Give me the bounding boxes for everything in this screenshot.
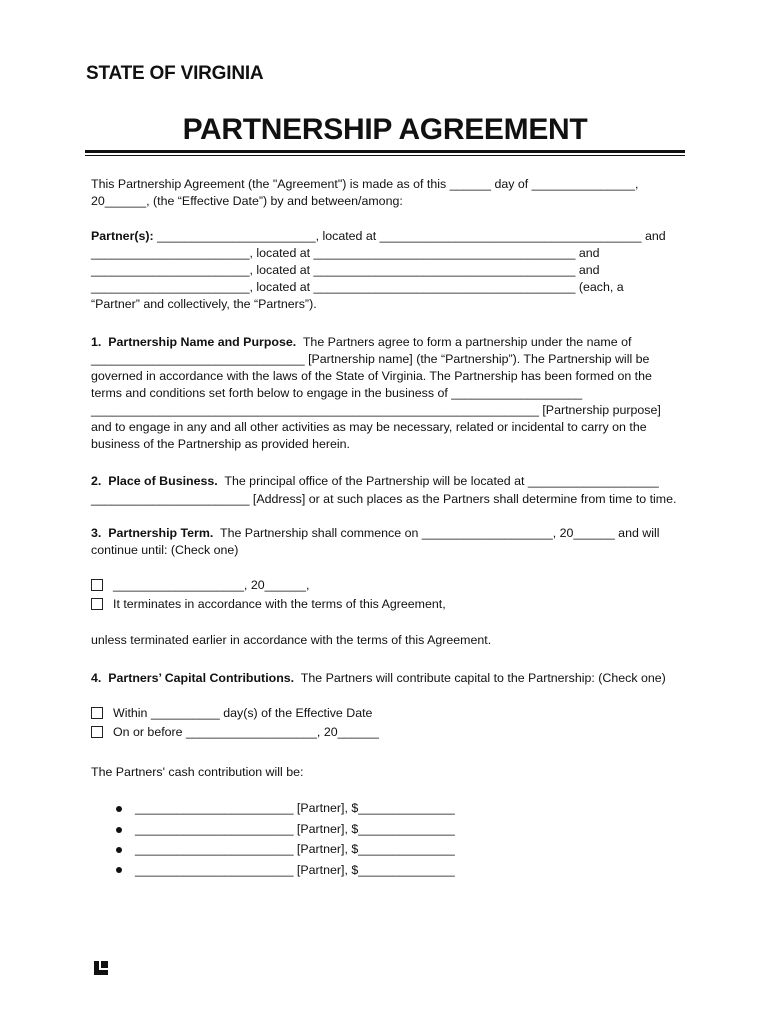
- section3-heading: 3. Partnership Term.: [91, 526, 214, 540]
- section2-line-1-text: The principal office of the Partnership will be located at ___________________: [217, 474, 659, 488]
- partners-line-3: _______________________, located at ______________________________________ and: [91, 263, 600, 277]
- contribution-before-checkbox[interactable]: [91, 726, 103, 738]
- contribution-within-checkbox[interactable]: [91, 707, 103, 719]
- section1-line-1-text: The Partners agree to form a partnership under the name of: [296, 335, 632, 349]
- section4-line-1-text: The Partners will contribute capital to the Partnership: (Check one): [294, 671, 666, 685]
- partners-label: Partner(s):: [91, 229, 154, 243]
- bullet-icon: [116, 867, 122, 873]
- partners-line-1-text: _______________________, located at ______________________________________ and: [153, 229, 666, 243]
- contribution-item-4: _______________________ [Partner], $______________: [135, 863, 455, 877]
- term-agreement-checkbox[interactable]: [91, 598, 103, 610]
- partners-line-2: _______________________, located at ______________________________________ and: [91, 246, 600, 260]
- partners-line-4: _______________________, located at ______________________________________ (each, a: [91, 280, 624, 294]
- intro-line-2: 20______, (the “Effective Date”) by and between/among:: [91, 194, 403, 208]
- section2-line-2: _______________________ [Address] or at such places as the Partners shall determine from time to time.: [91, 492, 677, 506]
- section1-line-6: and to engage in any and all other activities as may be necessary, related or incidental to carry on the: [91, 420, 647, 434]
- contribution-within-option: Within __________ day(s) of the Effective Date: [113, 706, 373, 720]
- section1-line-1: [91, 334, 631, 351]
- contribution-before-option: On or before ___________________, 20______: [113, 725, 379, 739]
- term-date-option: ___________________, 20______,: [113, 578, 310, 592]
- contribution-item-3: _______________________ [Partner], $______________: [135, 842, 455, 856]
- section3-line-1-text: The Partnership shall commence on ___________________, 20______ and will: [213, 526, 660, 540]
- contribution-item-1: _______________________ [Partner], $______________: [135, 801, 455, 815]
- section4-line-1: [91, 670, 666, 687]
- term-date-checkbox[interactable]: [91, 579, 103, 591]
- section2-heading: 2. Place of Business.: [91, 474, 218, 488]
- state-heading: STATE OF VIRGINIA: [86, 63, 264, 84]
- bullet-icon: [116, 806, 122, 812]
- term-agreement-option: It terminates in accordance with the terms of this Agreement,: [113, 597, 446, 611]
- section2-line-1: [91, 473, 659, 490]
- cash-contribution-intro: The Partners' cash contribution will be:: [91, 765, 304, 779]
- contribution-item-2: _______________________ [Partner], $______________: [135, 822, 455, 836]
- title-rule-thin: [85, 155, 685, 156]
- title-rule-thick: [85, 150, 685, 153]
- section3-footer: unless terminated earlier in accordance with the terms of this Agreement.: [91, 633, 492, 647]
- bullet-icon: [116, 847, 122, 853]
- section1-line-2: _______________________________ [Partnership name] (the “Partnership”). The Partnership will be: [91, 352, 650, 366]
- section1-line-5: _________________________________________________________________ [Partnership purpose]: [91, 403, 661, 417]
- partners-line-5: “Partner” and collectively, the “Partners”).: [91, 297, 317, 311]
- section4-heading: 4. Partners’ Capital Contributions.: [91, 671, 295, 685]
- section3-line-1: [91, 525, 660, 542]
- legal-templates-logo-icon: [93, 960, 109, 976]
- section3-line-2: continue until: (Check one): [91, 543, 239, 557]
- document-title: PARTNERSHIP AGREEMENT: [182, 113, 588, 146]
- intro-line-1: This Partnership Agreement (the "Agreement") is made as of this ______ day of _______________,: [91, 177, 639, 191]
- section1-heading: 1. Partnership Name and Purpose.: [91, 335, 297, 349]
- section1-line-4: terms and conditions set forth below to engage in the business of ___________________: [91, 386, 583, 400]
- section1-line-7: business of the Partnership as provided herein.: [91, 437, 350, 451]
- section1-line-3: governed in accordance with the laws of the State of Virginia. The Partnership has been formed on the: [91, 369, 652, 383]
- bullet-icon: [116, 827, 122, 833]
- partners-line-1: [91, 228, 666, 245]
